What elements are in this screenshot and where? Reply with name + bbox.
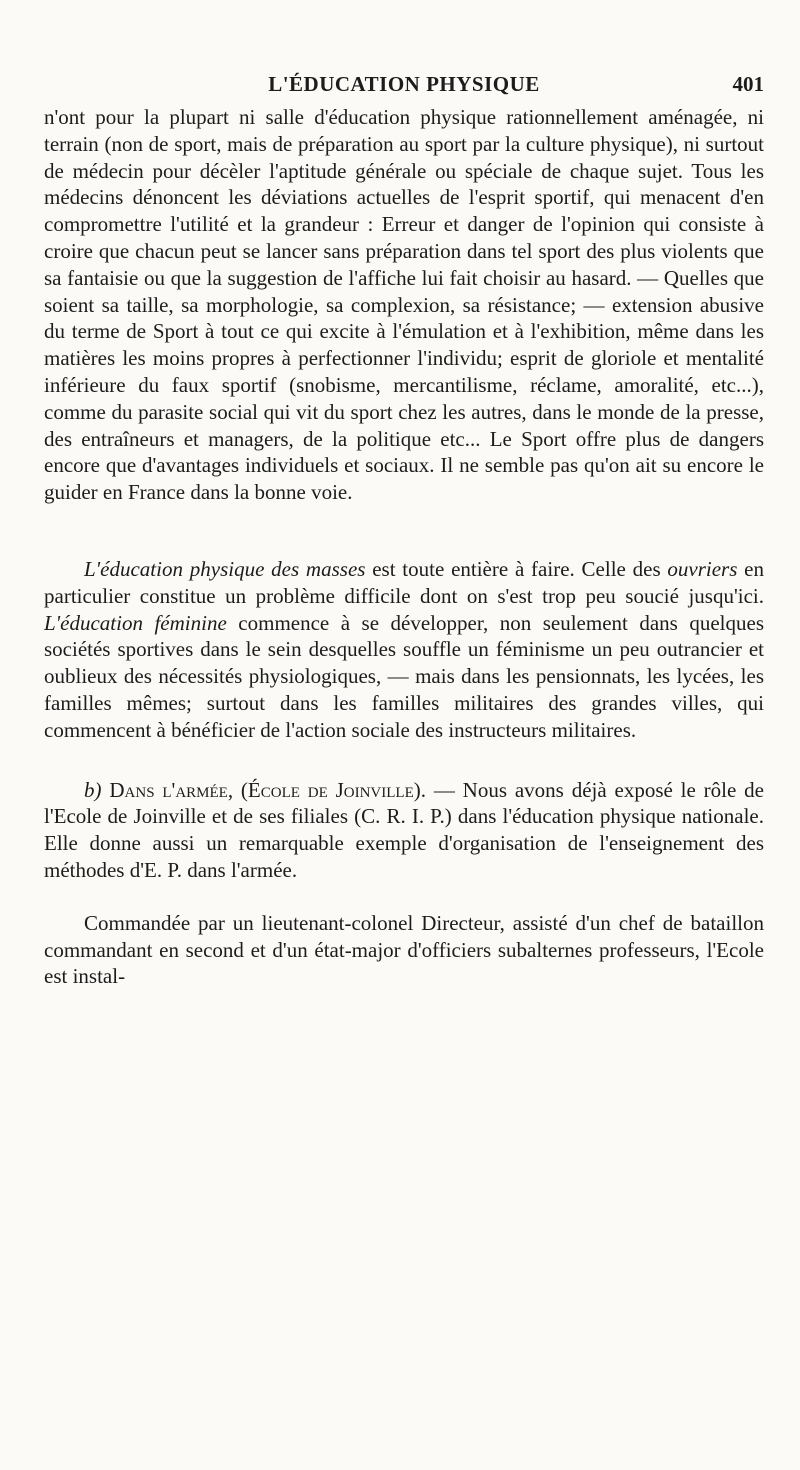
page-header <box>44 62 764 104</box>
paragraph-armee <box>44 777 764 884</box>
page-number: 401 <box>732 72 764 96</box>
section-heading: Dans l'armée, (École de Joinville). <box>109 777 426 802</box>
paragraph-sport-dangers <box>44 104 764 506</box>
emphasis-feminine: L'éducation féminine <box>44 610 227 635</box>
page <box>44 62 764 990</box>
paragraph-masses <box>44 556 764 744</box>
paragraph-commandee <box>44 910 764 990</box>
paragraph-text: — Nous avons déjà exposé le rôle de l'Ecole de Joinville et de ses filiales (C. R. I. P.) dans l'éducation physique nationale. Elle donne aussi un remarquable exemple d'organisation de l'enseignement des méthodes d'E. P. dans l'armée. <box>44 777 764 882</box>
paragraph-text: en particulier constitue un problème difficile dont on s'est trop peu soucié jusqu'ici. <box>44 556 764 608</box>
paragraph-text: commence à se développer, non seulement dans quelques sociétés sportives dans le sein desquelles souffle un féminisme un peu outrancier et oublieux des nécessités physiologiques, — mais dans les pensionnats, les lycées, les familles mêmes; surtout dans les familles militaires des grandes villes, qui commencent à bénéficier de l'action sociale des instructeurs militaires. <box>44 610 765 742</box>
section-letter: b) <box>84 777 102 802</box>
emphasis-masses: L'éducation physique des masses <box>84 556 366 581</box>
paragraph-text: n'ont pour la plupart ni salle d'éducation physique rationnellement aménagée, ni terrain (non de sport, mais de préparation au sport par la culture physique), ni surtout de médecin pour décèler l'aptitude générale ou spéciale de chaque sujet. Tous les médecins dénoncent les déviations actuelles de l'esprit sportif, qui menacent d'en compromettre l'utilité et la grandeur : Erreur et danger de l'opinion qui consiste à croire que chacun peut se lancer sans préparation dans tel sport des plus violents que sa fantaisie ou que la suggestion de l'affiche lui fait choisir au hasard. — Quelles que soient sa taille, sa morphologie, sa complexion, sa résistance; — extension abusive du terme de Sport à tout ce qui excite à l'émulation et à l'exhibition, même dans les matières les moins propres à perfectionner l'individu; esprit de gloriole et mentalité inférieure du faux sportif (snobisme, mercantilisme, réclame, amoralité, etc...), comme du parasite social qui vit du sport chez les autres, dans le monde de la presse, des entraîneurs et managers, de la politique etc... Le Sport offre plus de dangers encore que d'avantages individuels et sociaux. Il ne semble pas qu'on ait su encore le guider en France dans la bonne voie. <box>44 105 764 505</box>
running-head: L'ÉDUCATION PHYSIQUE <box>268 72 540 96</box>
paragraph-text: est toute entière à faire. Celle des <box>365 556 668 581</box>
emphasis-ouvriers: ouvriers <box>667 556 738 581</box>
paragraph-text: Commandée par un lieutenant-colonel Directeur, assisté d'un chef de bataillon commandant en second et d'un état-major d'officiers subalternes professeurs, l'Ecole est instal- <box>44 910 764 989</box>
